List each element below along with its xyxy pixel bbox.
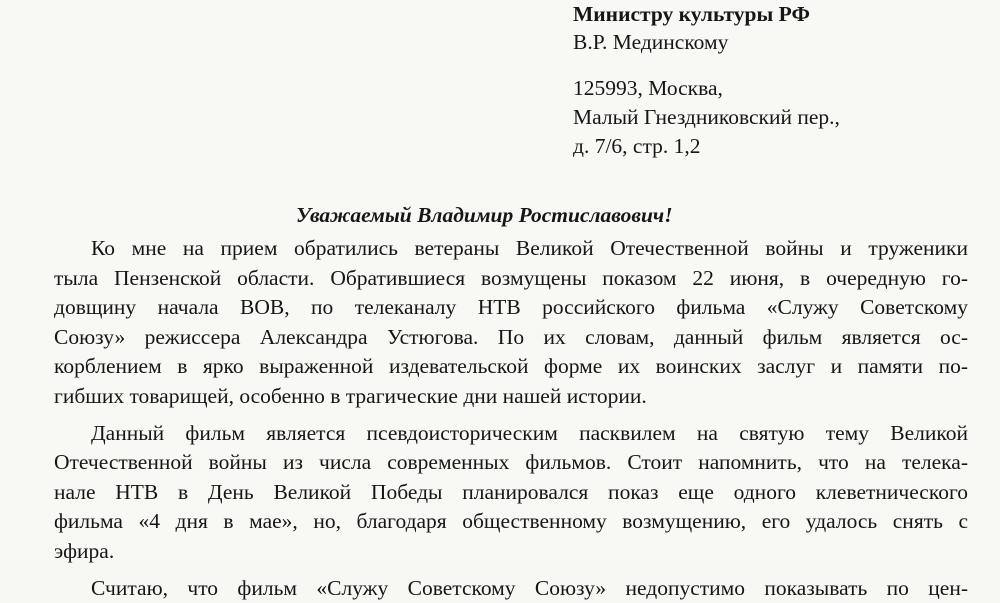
- letter-body: [54, 234, 968, 603]
- paragraph-1-line-5: корблением в ярко выраженной издевательской форме их воинских заслуг и памяти по-: [54, 354, 968, 379]
- paragraph-gap: [54, 567, 968, 574]
- paragraph-2-line-5: эфира.: [54, 538, 115, 563]
- paragraph-2-line-3: нале НТВ в День Великой Победы планировался показ еще одного клеветнического: [54, 479, 968, 504]
- paragraph-1-line-2: тыла Пензенской области. Обратившиеся возмущены показом 22 июня, в очередную го-: [54, 265, 968, 290]
- paragraph-2-line-2: Отечественной войны из числа современных фильмов. Стоит напомнить, что на телека-: [54, 450, 968, 475]
- paragraph-1-line-3: довщину начала ВОВ, по телеканалу НТВ российского фильма «Служу Советскому: [54, 295, 968, 320]
- addressee-title: Министру культуры РФ: [573, 2, 810, 26]
- paragraph-1-line-6: гибших товарищей, особенно в трагические дни нашей истории.: [54, 383, 647, 408]
- paragraph-3-line-1: Считаю, что фильм «Служу Советскому Союзу» недопустимо показывать по цен-: [91, 575, 968, 600]
- addressee-name: В.Р. Мединскому: [573, 30, 729, 54]
- paragraph-1-line-4: Союзу» режиссера Александра Устюгова. По их словам, данный фильм является ос-: [54, 324, 968, 349]
- address-city-line: 125993, Москва,: [573, 76, 723, 100]
- address-street-line: Малый Гнездниковский пер.,: [573, 105, 840, 129]
- paragraph-2-line-4: фильма «4 дня в мае», но, благодаря общественному возмущению, его удалось снять с: [54, 509, 968, 534]
- paragraph-1-line-1: Ко мне на прием обратились ветераны Великой Отечественной войны и труженики: [91, 236, 968, 260]
- salutation: Уважаемый Владимир Ростиславович!: [296, 203, 673, 227]
- paragraph-2-line-1: Данный фильм является псевдоисторическим пасквилем на святую тему Великой: [91, 420, 968, 445]
- address-building-line: д. 7/6, стр. 1,2: [573, 134, 701, 158]
- paragraph-gap: [54, 412, 968, 419]
